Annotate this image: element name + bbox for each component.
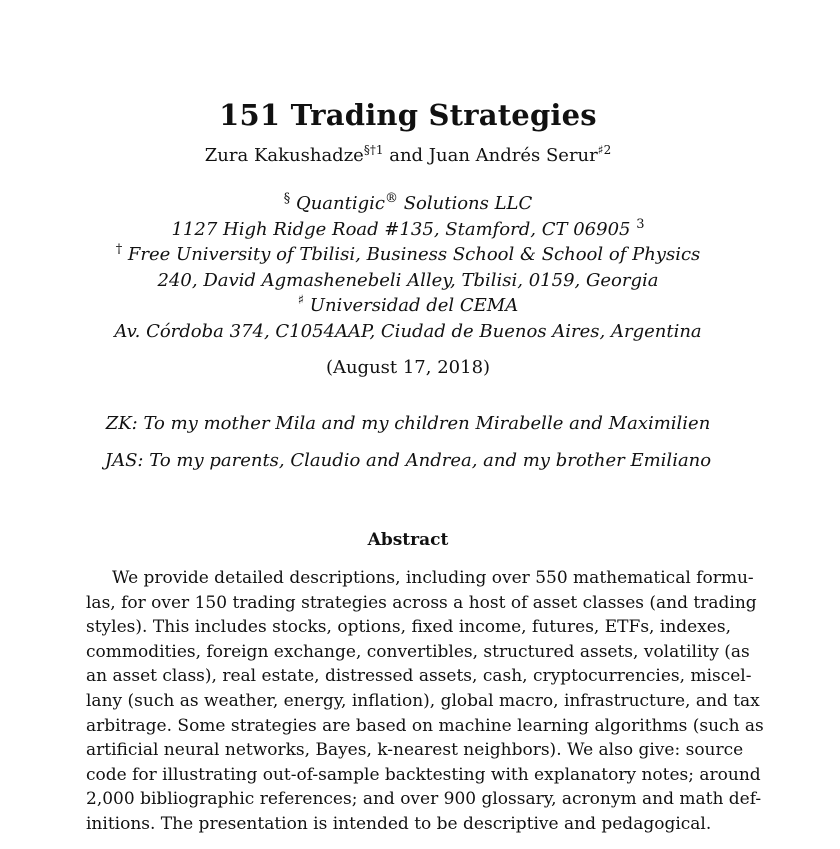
affiliation-line bbox=[0, 242, 816, 268]
abstract-line: an asset class), real estate, distressed assets, cash, cryptocurrencies, miscel- bbox=[86, 666, 752, 687]
author-conjunction: and bbox=[383, 145, 429, 166]
abstract-line: styles). This includes stocks, options, fixed income, futures, ETFs, indexes, bbox=[86, 617, 731, 638]
affiliation-symbol: ♯ bbox=[297, 293, 305, 308]
affiliation-text: Free University of Tbilisi, Business School & School of Physics bbox=[127, 244, 701, 265]
affiliation-symbol: § bbox=[283, 191, 291, 206]
abstract-line: 2,000 bibliographic references; and over 900 glossary, acronym and math def- bbox=[86, 789, 762, 810]
paper-title: 151 Trading Strategies bbox=[219, 98, 597, 132]
author-name: Zura Kakushadze bbox=[204, 145, 364, 166]
affiliation-line bbox=[0, 191, 816, 217]
affiliation-line bbox=[0, 217, 816, 243]
abstract-line: arbitrage. Some strategies are based on machine learning algorithms (such as bbox=[86, 715, 764, 736]
author-name: Juan Andrés Serur bbox=[428, 145, 598, 166]
dedication-line: ZK: To my mother Mila and my children Mirabelle and Maximilien bbox=[105, 413, 711, 434]
abstract-line: code for illustrating out-of-sample backtesting with explanatory notes; around bbox=[86, 764, 761, 785]
abstract-line: artificial neural networks, Bayes, k-nearest neighbors). We also give: source bbox=[86, 740, 744, 761]
affiliation-symbol: † bbox=[115, 242, 123, 257]
abstract-heading: Abstract bbox=[367, 530, 449, 550]
affiliation-text: Av. Córdoba 374, C1054AAP, Ciudad de Buenos Aires, Argentina bbox=[114, 320, 702, 342]
abstract-line: initions. The presentation is intended to be descriptive and pedagogical. bbox=[86, 813, 712, 834]
affiliation-block bbox=[0, 191, 816, 344]
affiliation-text: 1127 High Ridge Road #135, Stamford, CT 06905 bbox=[171, 218, 631, 240]
footnote-ref: 3 bbox=[636, 216, 645, 232]
registered-mark: ® bbox=[384, 191, 398, 206]
author-marks: ♯2 bbox=[597, 143, 612, 157]
affiliation-text: 240, David Agmashenebeli Alley, Tbilisi, 0159, Georgia bbox=[157, 269, 659, 291]
affiliation-line bbox=[0, 268, 816, 294]
abstract-line: commodities, foreign exchange, convertibles, structured assets, volatility (as bbox=[86, 641, 750, 662]
affiliation-text: Quantigic bbox=[295, 193, 385, 214]
author-marks: §†1 bbox=[363, 143, 384, 157]
abstract-line: We provide detailed descriptions, including over 550 mathematical formu- bbox=[112, 568, 754, 588]
affiliation-line bbox=[0, 319, 816, 345]
abstract-line: lany (such as weather, energy, inflation), global macro, infrastructure, and tax bbox=[86, 690, 760, 711]
affiliation-line bbox=[0, 293, 816, 319]
author-line bbox=[0, 145, 816, 166]
paper-date: (August 17, 2018) bbox=[325, 357, 491, 378]
affiliation-text: Universidad del CEMA bbox=[309, 295, 519, 316]
abstract-body bbox=[86, 566, 764, 837]
affiliation-text: Solutions LLC bbox=[397, 193, 533, 214]
dedication-line: JAS: To my parents, Claudio and Andrea, and my brother Emiliano bbox=[104, 450, 712, 471]
abstract-line: las, for over 150 trading strategies across a host of asset classes (and trading bbox=[86, 592, 757, 613]
